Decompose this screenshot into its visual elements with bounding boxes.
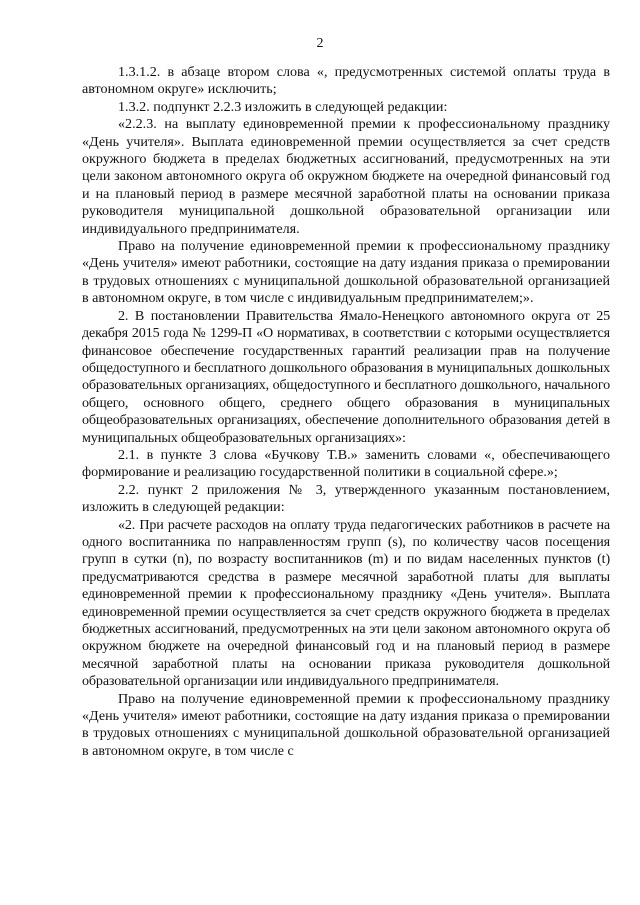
paragraph-1-3-1-2: 1.3.1.2. в абзаце втором слова «, предусмотренных системой оплаты труда в автономном округе» исключить; — [82, 64, 610, 98]
paragraph-2-2: 2.2. пункт 2 приложения № 3, утвержденного указанным постановлением, изложить в следующей редакции: — [82, 481, 610, 516]
page-number: 2 — [316, 36, 324, 51]
paragraph-1-3-2: 1.3.2. подпункт 2.2.3 изложить в следующей редакции: — [118, 98, 448, 115]
paragraph-bonus-right-1: Право на получение единовременной премии к профессиональному празднику «День учителя» имеют работники, состоящие на дату издания приказа о премировании в трудовых отношениях с муниципальной дошкольной образовательной организацией в автономном округе, в том числе с индивидуальным предпринимателем;». — [82, 238, 610, 307]
paragraph-2-resolution: 2. В постановлении Правительства Ямало-Ненецкого автономного округа от 25 декабря 2015 года № 1299-П «О нормативах, в соответствии с которыми осуществляется финансовое обеспечение государственных гарантий реализации прав на получение общедоступного и бесплатного дошкольного образования в муниципальных дошкольных образовательных организациях, общедоступного и бесплатного дошкольного, начального общего, основного общего, среднего общего образования в муниципальных общеобразовательных организациях, обеспечение дополнительного образования детей в муниципальных общеобразовательных организациях»: — [82, 307, 610, 446]
document-body — [82, 64, 610, 760]
paragraph-bonus-right-2: Право на получение единовременной премии к профессиональному празднику «День учителя» имеют работники, состоящие на дату издания приказа о премировании в трудовых отношениях с муниципальной дошкольной образовательной организацией в автономном округе, в том числе с — [82, 690, 610, 759]
paragraph-2-1: 2.1. в пункте 3 слова «Бучкову Т.В.» заменить словами «, обеспечивающего формирование и реализацию государственной политики в социальной сфере.»; — [82, 446, 610, 481]
paragraph-2-2-3: «2.2.3. на выплату единовременной премии к профессиональному празднику «День учителя». Выплата единовременной премии осуществляется за счет средств окружного бюджета в пределах бюджетных ассигнований, предусмотренных на эти цели законом автономного округа об окружном бюджете на очередной финансовый год и на плановый период в размере месячной заработной платы на основании приказа руководителя муниципальной дошкольной образовательной организации или индивидуального предпринимателя. — [82, 116, 610, 237]
paragraph-item-2-calculation: «2. При расчете расходов на оплату труда педагогических работников в расчете на одного воспитанника по направленностям групп (s), по количеству часов посещения групп в сутки (n), по возрасту воспитанников (m) и по видам населенных пунктов (t) предусматриваются средства в размере месячной заработной платы для выплаты единовременной премии к профессиональному празднику «День учителя». Выплата единовременной премии осуществляется за счет средств окружного бюджета в пределах бюджетных ассигнований, предусмотренных на эти цели законом автономного округа об окружном бюджете на очередной финансовый год и на плановый период в размере месячной заработной платы на основании приказа руководителя дошкольной образовательной организации или индивидуального предпринимателя. — [82, 516, 610, 690]
